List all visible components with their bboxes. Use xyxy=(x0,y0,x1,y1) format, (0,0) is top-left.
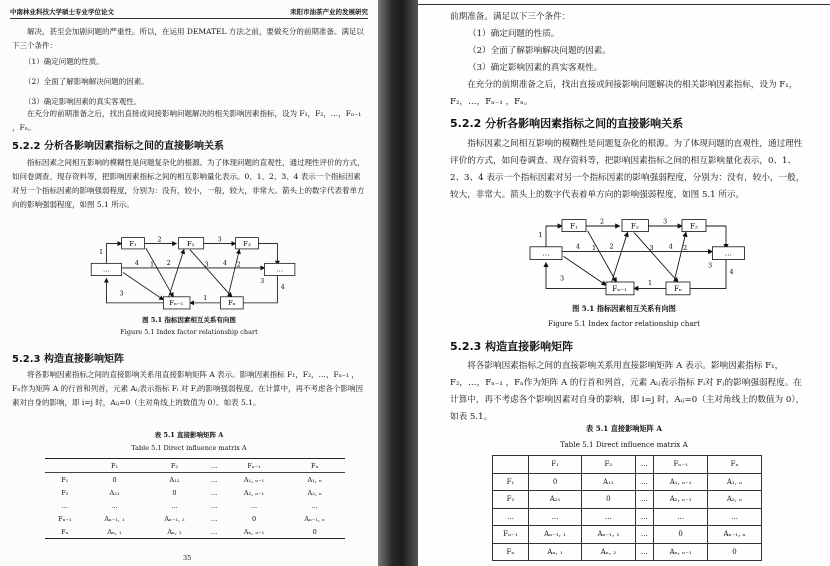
table-cell: A₂, ₙ₋₁ xyxy=(243,488,265,497)
table-cell: … xyxy=(210,527,218,536)
table-caption-en: Table 5.1 Direct influence matrix A xyxy=(560,440,688,449)
edge-f2-to-fn xyxy=(190,250,232,297)
edge-dots-to-fn1 xyxy=(123,272,163,299)
table-cell: 0 xyxy=(654,526,708,544)
node-fn-label: Fₙ xyxy=(227,299,236,308)
weight-label: 3 xyxy=(119,290,124,298)
table-cell: Aₙ, ₙ₋₁ xyxy=(654,543,708,561)
table-cell: 0 xyxy=(528,473,581,491)
table-row xyxy=(493,473,762,491)
table-cell: F₂ xyxy=(61,488,69,497)
table-cell: … xyxy=(635,526,654,544)
figure-caption-cn: 图 5.1 指标因素相互关系有向图 xyxy=(142,316,236,324)
weight-label: 1 xyxy=(591,244,597,252)
edge-fn1-to-dots xyxy=(546,263,606,289)
section-5-2-2-title: 5.2.2 分析各影响因素指标之间的直接影响关系 xyxy=(12,141,224,152)
weight-label: 3 xyxy=(559,274,565,283)
table-cell: … xyxy=(635,473,654,491)
weight-label: 4 xyxy=(134,259,139,267)
condition-2: （2）全面了解影响解决问题的因素。 xyxy=(468,46,611,56)
weight-label: 3 xyxy=(217,236,222,244)
weight-label: 4 xyxy=(668,242,673,251)
weight-label: 4 xyxy=(575,242,581,251)
direct-influence-matrix-table xyxy=(45,458,345,539)
table-cell: Aₙ₋₁, ₂ xyxy=(164,514,185,523)
weight-label: 3 xyxy=(707,261,713,270)
table-cell: Aₙ₋₁, ₙ xyxy=(708,526,762,544)
table-cell: A₂₁ xyxy=(109,488,120,497)
table-row xyxy=(45,486,345,499)
edge-fn-to-f3 xyxy=(228,250,239,297)
table-cell: … xyxy=(250,501,258,510)
edge-dots-to-fn1 xyxy=(564,256,606,285)
table-header-cell: … xyxy=(204,459,223,473)
weight-label: 2 xyxy=(236,261,241,269)
intro-paragraph: 前期准备。满足以下三个条件： xyxy=(450,12,571,22)
section-5-2-3-title: 5.2.3 构造直接影响矩阵 xyxy=(12,354,124,365)
table-cell: 0 xyxy=(312,527,317,536)
table-cell: … xyxy=(528,508,581,526)
figure-caption-en: Figure 5.1 Index factor relationship chart xyxy=(120,328,258,336)
table-cell: A₁₂ xyxy=(169,475,180,484)
edge-f2-to-fn xyxy=(634,232,678,282)
weight-label: 4 xyxy=(223,259,227,267)
table-cell: … xyxy=(210,501,218,510)
node-f2-label: F₂ xyxy=(187,239,195,248)
node-fn1-label: Fₙ₋₁ xyxy=(612,283,627,293)
table-cell: 0 xyxy=(172,488,177,497)
node-f1-label: F₁ xyxy=(129,239,137,248)
table-cell: A₂, ₙ₋₁ xyxy=(654,491,708,509)
edge-dots-to-f1 xyxy=(106,244,121,265)
table-cell: … xyxy=(111,501,118,510)
section-5-2-2-title: 5.2.2 分析各影响因素指标之间的直接影响关系 xyxy=(450,117,684,130)
relationship-figure xyxy=(72,236,308,312)
table-cell: … xyxy=(708,508,762,526)
weight-label: 4 xyxy=(729,268,734,276)
node-fn-label: Fₙ xyxy=(673,283,683,293)
table-header-row xyxy=(45,459,345,473)
edge-fn1-to-f2 xyxy=(166,250,184,297)
factor-paragraph: 在充分的前期准备之后，找出直接或间接影响问题解决的相关影响因素指标，设为 F₁，F₂，…，Fₙ₋₁ ，Fₙ。 xyxy=(12,109,362,132)
table-cell: A₁, ₙ₋₁ xyxy=(654,473,708,491)
edge-f3-to-dots xyxy=(706,226,726,248)
table-row xyxy=(493,543,762,561)
node-f1-label: F₁ xyxy=(570,221,578,231)
header-thesis-title: 耒阳市油茶产业的发展研究 xyxy=(290,8,368,16)
table-cell: 0 xyxy=(582,491,635,509)
table-cell: Aₙ, ₂ xyxy=(167,527,182,536)
table-cell: … xyxy=(61,501,68,510)
condition-2: （2）全面了解影响解决问题的因素。 xyxy=(24,77,149,86)
condition-3: （3）确定影响因素的真实客观性。 xyxy=(24,97,142,106)
section-5-2-2-paragraph: 指标因素之间相互影响的模糊性是问题复杂化的根源。为了体现问题的直观性，通过理性评价的方式，如问卷调查、现存资料等，把影响因素指标之间的相互影响量化表示。0、1、2、3、4 表示一个指标因素对另一个指标因素的影响强弱程度，分别为：没有，较小，一般，较大，非常大。箭头上的数字代表着单方向的影响强弱程度，如图 5.1 所示。 xyxy=(12,158,365,209)
table-cell: … xyxy=(635,508,654,526)
table-cell: … xyxy=(654,508,708,526)
edge-fn1-to-f2 xyxy=(609,232,628,282)
weight-label: 1 xyxy=(647,279,653,288)
table-cell: Aₙ₋₁, ₁ xyxy=(104,514,125,523)
table-header-cell: Fₙ₋₁ xyxy=(654,456,708,474)
table-cell: … xyxy=(311,501,318,510)
weight-label: 1 xyxy=(538,231,543,240)
page-number: 35 xyxy=(183,554,192,562)
table-cell: Aₙ₋₁, ₂ xyxy=(582,526,635,544)
table-row xyxy=(493,508,762,526)
edge-f1-to-fn1 xyxy=(588,231,617,282)
table-cell: F₁ xyxy=(493,473,529,491)
direct-influence-matrix-table xyxy=(492,455,762,561)
weight-label: 2 xyxy=(609,242,614,251)
section-5-2-2-paragraph: 指标因素之间相互影响的模糊性是问题复杂化的根源。为了体现问题的直观性，通过理性评价的方式，如问卷调查、现存资料等，把影响因素指标之间的相互影响量化表示，0、1、2、3、4 表示一个指标因素对另一个指标因素的影响强弱程度，分别为：没有，较小，一般，较大，非常大。箭头上的数字代表着单方向的影响强弱程度，如图 5.1 所示。 xyxy=(450,139,805,200)
edge-dots-to-f1 xyxy=(546,226,562,248)
table-cell: … xyxy=(210,475,218,484)
node-right-dots-label: … xyxy=(276,265,284,274)
node-fn1-label: Fₙ₋₁ xyxy=(169,299,184,308)
table-cell: Aₙ₋₁, ₙ xyxy=(304,514,325,523)
table-cell: A₂, ₙ xyxy=(307,488,322,497)
table-header-cell: Fₙ xyxy=(284,459,345,473)
section-5-2-3-paragraph: 将各影响因素指标之间的直接影响关系用直接影响矩阵 A 表示。影响因素指标 F₁，F₂，…，Fₙ₋₁ ，Fₙ作为矩阵 A 的行首和列首，元素 Aᵢⱼ表示指标 Fᵢ对 Fⱼ的影响强弱程度。在计算中，再不考虑各个影响因素对自身的影响，即 i=j 时，Aᵢⱼ=0（主对角线上的数值为 0），如表 5.1。 xyxy=(450,361,805,422)
table-header-cell xyxy=(45,459,85,473)
weight-label: 3 xyxy=(663,218,668,226)
table-cell: … xyxy=(171,501,178,510)
factor-paragraph: 在充分的前期准备之后，找出直接或间接影响问题解决的相关影响因素指标，设为 F₁，F₂，…，Fₙ₋₁ ，Fₙ。 xyxy=(450,80,798,107)
relationship-figure xyxy=(510,218,758,298)
edge-fn-to-f3 xyxy=(674,232,686,282)
table-cell: A₁, ₙ xyxy=(307,475,322,484)
section-5-2-3-paragraph: 将各影响因素指标之间的直接影响关系用直接影响矩阵 A 表示。影响因素指标 F₁，F₂，…，Fₙ₋₁ ，Fₙ作为矩阵 A 的行首和列首，元素 Aᵢⱼ表示指标 Fᵢ 对 Fⱼ的影响强弱程度。在计算中，再不考虑各个影响因素对自身的影响，即 i=j 时，Aᵢⱼ=0（主对角线上的数值为 0）。如表 5.1。 xyxy=(12,370,363,407)
table-cell: F₂ xyxy=(493,491,529,509)
table-cell: … xyxy=(582,508,635,526)
table-cell: A₁, ₙ₋₁ xyxy=(243,475,265,484)
book-gutter xyxy=(378,0,418,566)
table-header-row xyxy=(493,456,762,474)
table-header-cell: … xyxy=(635,456,654,474)
node-left-dots-label: … xyxy=(102,265,110,274)
node-f3-label: F₃ xyxy=(690,221,698,231)
table-cell: Aₙ, ₂ xyxy=(582,543,635,561)
figure-caption-en: Figure 5.1 Index factor relationship chart xyxy=(548,319,700,328)
weight-label: 1 xyxy=(203,294,208,302)
node-left-dots-label: … xyxy=(542,248,550,258)
header-university: 中南林业科技大学硕士专业学位论文 xyxy=(10,8,114,16)
table-cell: Fₙ₋₁ xyxy=(58,514,72,523)
table-header-cell: Fₙ₋₁ xyxy=(224,459,285,473)
table-cell: … xyxy=(493,508,529,526)
table-cell: 0 xyxy=(112,475,117,484)
left-page xyxy=(0,0,378,566)
table-header-cell: F₁ xyxy=(528,456,581,474)
table-cell: … xyxy=(210,488,218,497)
table-header-cell: F₁ xyxy=(85,459,145,473)
table-caption-en: Table 5.1 Direct influence matrix A xyxy=(131,444,247,452)
node-f3-label: F₃ xyxy=(243,239,251,248)
table-cell: A₂, ₙ xyxy=(708,491,762,509)
condition-1: （1）确定问题的性质。 xyxy=(24,57,104,66)
table-cell: A₁₂ xyxy=(582,473,635,491)
table-row xyxy=(45,525,345,539)
edge-fn1-to-dots xyxy=(106,279,163,303)
node-right-dots-label: … xyxy=(724,248,732,258)
node-f2-label: F₂ xyxy=(630,221,639,231)
table-cell: F₁ xyxy=(61,475,69,484)
condition-1: （1）确定问题的性质。 xyxy=(468,29,560,39)
table-header-cell: Fₙ xyxy=(708,456,762,474)
table-row xyxy=(45,499,345,512)
running-header xyxy=(10,4,368,19)
table-row xyxy=(493,491,762,509)
weight-label: 3 xyxy=(649,244,654,252)
table-cell: Fₙ xyxy=(61,527,69,536)
edge-f1-to-fn1 xyxy=(146,248,173,297)
table-row xyxy=(493,526,762,544)
table-cell: … xyxy=(210,514,218,523)
table-cell: 0 xyxy=(251,514,257,523)
table-caption-cn: 表 5.1 直接影响矩阵 A xyxy=(154,431,224,439)
figure-caption-cn: 图 5.1 指标因素相互关系有向图 xyxy=(572,304,676,313)
table-caption-cn: 表 5.1 直接影响矩阵 A xyxy=(586,424,662,433)
table-cell: … xyxy=(635,491,654,509)
table-header-cell xyxy=(493,456,529,474)
table-cell: … xyxy=(635,543,654,561)
weight-label: 2 xyxy=(166,259,171,267)
table-header-cell: F₂ xyxy=(582,456,635,474)
weight-label: 2 xyxy=(599,218,605,226)
weight-label: 1 xyxy=(99,249,104,257)
table-cell: A₁, ₙ xyxy=(708,473,762,491)
table-row xyxy=(45,512,345,525)
table-cell: Aₙ, ₙ₋₁ xyxy=(243,527,265,536)
weight-label: 3 xyxy=(204,261,209,269)
table-row xyxy=(45,473,345,487)
weight-label: 2 xyxy=(157,236,162,244)
running-header xyxy=(418,0,830,5)
table-cell: A₂₁ xyxy=(528,491,581,509)
intro-paragraph: 解决，甚至会加剧问题的严重性。所以，在运用 DEMATEL 方法之前，要做充分的前期准备。满足以下三个条件： xyxy=(12,27,364,50)
weight-label: 2 xyxy=(683,244,688,252)
condition-3: （3）确定影响因素的真实客观性。 xyxy=(468,63,603,73)
edge-f3-to-dots xyxy=(258,244,277,265)
table-cell: Aₙ₋₁, ₁ xyxy=(528,526,581,544)
table-cell: Fₙ xyxy=(493,543,529,561)
weight-label: 1 xyxy=(150,261,154,269)
weight-label: 3 xyxy=(260,278,265,286)
table-cell: Aₙ, ₁ xyxy=(528,543,581,561)
table-cell: Aₙ, ₁ xyxy=(107,527,122,536)
section-5-2-3-title: 5.2.3 构造直接影响矩阵 xyxy=(450,340,574,353)
table-cell: 0 xyxy=(708,543,762,561)
table-header-cell: F₂ xyxy=(145,459,205,473)
weight-label: 4 xyxy=(280,284,285,292)
table-cell: Fₙ₋₁ xyxy=(493,526,529,544)
